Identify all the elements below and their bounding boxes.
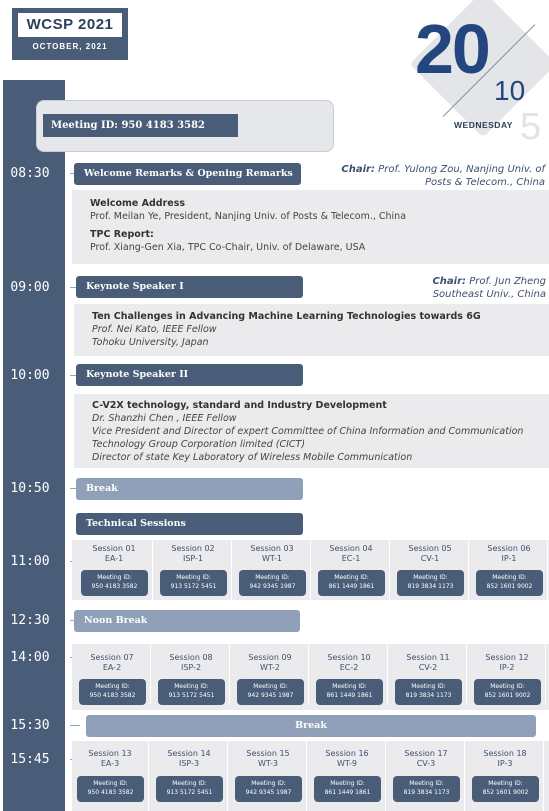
morning-break-bar: Break xyxy=(76,478,303,500)
time-0830: 08:30 xyxy=(8,166,52,181)
session-card[interactable]: Session 05 CV-1 Meeting ID: 819 3834 1173 xyxy=(392,540,469,600)
session-card[interactable]: Session 03 WT-1 Meeting ID: 942 9345 1987 xyxy=(234,540,311,600)
session-card[interactable]: Session 08 ISP-2 Meeting ID: 913 5172 5451 xyxy=(153,644,230,704)
session-meeting-id: Meeting ID: 819 3834 1173 xyxy=(393,776,460,802)
keynote-1-speaker: Prof. Nei Kato, IEEE Fellow xyxy=(92,324,217,335)
session-meeting-id: Meeting ID: 819 3834 1173 xyxy=(395,679,462,705)
date-ghost-digit: 5 xyxy=(520,106,542,148)
session-meeting-id: Meeting ID: 942 9345 1987 xyxy=(237,679,304,705)
session-card[interactable]: Session 02 ISP-1 Meeting ID: 913 5172 5451 xyxy=(155,540,232,600)
session-card[interactable]: Session 17 CV-3 Meeting ID: 819 3834 1173 xyxy=(388,741,465,811)
session-card[interactable]: Session 12 IP-2 Meeting ID: 852 1601 9002 xyxy=(469,644,546,704)
conference-title: WCSP 2021 xyxy=(18,13,122,37)
date-big-number: 20 xyxy=(415,10,489,88)
session-meeting-id: Meeting ID: 950 4183 3582 xyxy=(79,679,146,705)
session-card[interactable]: Session 13 EA-3 Meeting ID: 950 4183 3582 xyxy=(72,741,149,811)
conference-badge xyxy=(12,8,128,60)
session-card[interactable]: Session 09 WT-2 Meeting ID: 942 9345 1987 xyxy=(232,644,309,704)
session-meeting-id: Meeting ID: 950 4183 3582 xyxy=(81,570,148,596)
welcome-address-text: Prof. Meilan Ye, President, Nanjing Univ. of Posts & Telecom., China xyxy=(90,211,407,222)
afternoon-break-bar: Break xyxy=(86,715,536,737)
keynote-2-bar: Keynote Speaker II xyxy=(76,364,303,386)
date-day: 10 xyxy=(494,75,526,106)
session-meeting-id: Meeting ID: 852 1601 9002 xyxy=(472,776,539,802)
keynote-1-details xyxy=(74,304,549,356)
time-1400: 14:00 xyxy=(8,650,52,665)
session-meeting-id: Meeting ID: 861 1449 1861 xyxy=(314,776,381,802)
keynote-1-bar: Keynote Speaker I xyxy=(76,276,303,298)
time-1530: 15:30 xyxy=(8,718,52,733)
keynote-2-line-3: Director of state Key Laboratory of Wireless Mobile Communication xyxy=(92,452,413,463)
session-meeting-id: Meeting ID: 913 5172 5451 xyxy=(156,776,223,802)
session-card[interactable]: Session 10 EC-2 Meeting ID: 861 1449 1861 xyxy=(311,644,388,704)
session-meeting-id: Meeting ID: 852 1601 9002 xyxy=(474,679,541,705)
keynote-2-title: C-V2X technology, standard and Industry Development xyxy=(92,400,387,411)
session-meeting-id: Meeting ID: 861 1449 1861 xyxy=(316,679,383,705)
session-card[interactable]: Session 01 EA-1 Meeting ID: 950 4183 3582 xyxy=(76,540,153,600)
time-1545: 15:45 xyxy=(8,752,52,767)
keynote-1-affiliation: Tohoku University, Japan xyxy=(92,337,209,348)
session-meeting-id: Meeting ID: 819 3834 1173 xyxy=(397,570,464,596)
welcome-remarks-bar: Welcome Remarks & Opening Remarks xyxy=(74,163,301,185)
session-card[interactable]: Session 14 ISP-3 Meeting ID: 913 5172 5451 xyxy=(151,741,228,811)
time-1100: 11:00 xyxy=(8,554,52,569)
keynote-2-details xyxy=(74,394,549,468)
session-row-3 xyxy=(72,741,549,811)
time-1230: 12:30 xyxy=(8,613,52,628)
technical-sessions-bar: Technical Sessions xyxy=(76,513,303,535)
session-meeting-id: Meeting ID: 913 5172 5451 xyxy=(160,570,227,596)
session-card[interactable]: Session 04 EC-1 Meeting ID: 861 1449 1861 xyxy=(313,540,390,600)
time-1000: 10:00 xyxy=(8,368,52,383)
session-meeting-id: Meeting ID: 861 1449 1861 xyxy=(318,570,385,596)
session-card[interactable]: Session 18 IP-3 Meeting ID: 852 1601 9002 xyxy=(467,741,544,811)
session-meeting-id: Meeting ID: 852 1601 9002 xyxy=(476,570,543,596)
keynote-2-line-1: Vice President and Director of expert Committee of China Information and Communication xyxy=(92,426,524,437)
session-card[interactable]: Session 11 CV-2 Meeting ID: 819 3834 1173 xyxy=(390,644,467,704)
session-card[interactable]: Session 15 WT-3 Meeting ID: 942 9345 1987 xyxy=(230,741,307,811)
session-meeting-id: Meeting ID: 913 5172 5451 xyxy=(158,679,225,705)
conference-date: OCTOBER, 2021 xyxy=(32,42,108,51)
session-card[interactable]: Session 07 EA-2 Meeting ID: 950 4183 3582 xyxy=(74,644,151,704)
timeline-sidebar xyxy=(3,80,65,811)
date-weekday: WEDNESDAY xyxy=(454,120,513,130)
keynote-1-chair: Chair: Prof. Jun Zheng Southeast Univ., China xyxy=(432,276,546,300)
meeting-id-label: Meeting ID: 950 4183 3582 xyxy=(43,114,238,137)
keynote-1-title: Ten Challenges in Advancing Machine Learning Technologies towards 6G xyxy=(92,311,481,322)
session-meeting-id: Meeting ID: 950 4183 3582 xyxy=(77,776,144,802)
session-row-1 xyxy=(72,540,549,600)
session-meeting-id: Meeting ID: 942 9345 1987 xyxy=(235,776,302,802)
session-card[interactable]: Session 16 WT-9 Meeting ID: 861 1449 1861 xyxy=(309,741,386,811)
tpc-report-title: TPC Report: xyxy=(90,229,154,240)
tpc-report-text: Prof. Xiang-Gen Xia, TPC Co-Chair, Univ. of Delaware, USA xyxy=(90,242,366,253)
welcome-address-title: Welcome Address xyxy=(90,198,186,209)
keynote-2-speaker: Dr. Shanzhi Chen , IEEE Fellow xyxy=(92,413,237,424)
session-card[interactable]: Session 06 IP-1 Meeting ID: 852 1601 9002 xyxy=(471,540,548,600)
welcome-chair: Chair: Prof. Yulong Zou, Nanjing Univ. of Posts & Telecom., China xyxy=(341,164,545,188)
welcome-details xyxy=(72,190,549,264)
session-meeting-id: Meeting ID: 942 9345 1987 xyxy=(239,570,306,596)
time-0900: 09:00 xyxy=(8,280,52,295)
time-1050: 10:50 xyxy=(8,481,52,496)
keynote-2-line-2: Technology Group Corporation limited (CICT) xyxy=(92,439,306,450)
noon-break-bar: Noon Break xyxy=(74,610,300,632)
session-row-2 xyxy=(72,644,549,710)
